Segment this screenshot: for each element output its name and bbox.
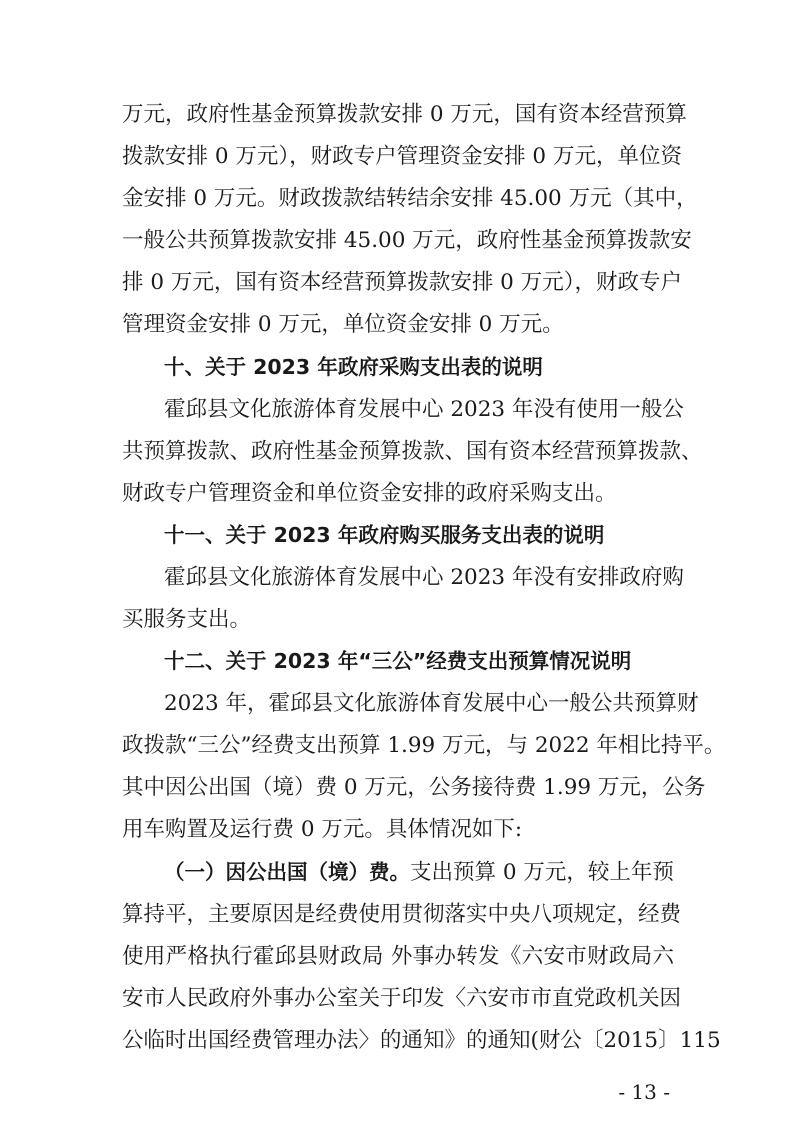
section-heading-11: 十一、关于 2023 年政府购买服务支出表的说明 [164,523,605,547]
body-text-line: 排 0 万元，国有资本经营预算拨款安排 0 万元），财政专户 [122,270,682,295]
section-heading-12: 十二、关于 2023 年“三公”经费支出预算情况说明 [164,649,632,673]
body-text-line: 用车购置及运行费 0 万元。具体情况如下: [122,817,523,842]
subsection-heading-1: （一）因公出国（境）费。 [164,860,410,884]
body-text-line: 使用严格执行霍邱县财政局 外事办转发《六安市财政局六 [122,944,674,969]
body-text-line: 算持平，主要原因是经费使用贯彻落实中央八项规定，经费 [122,902,682,927]
body-text-inline: 支出预算 0 万元，较上年预 [410,860,674,885]
page-number: - 13 - [618,1080,670,1104]
body-text-line: 霍邱县文化旅游体育发展中心 2023 年没有使用一般公 [164,397,684,422]
body-text-line: 万元，政府性基金预算拨款安排 0 万元，国有资本经营预算 [122,102,687,127]
section-heading-10: 十、关于 2023 年政府采购支出表的说明 [164,355,543,379]
body-text-line: 金安排 0 万元。财政拨款结转结余安排 45.00 万元（其中， [122,186,698,211]
body-text-line: 其中因公出国（境）费 0 万元，公务接待费 1.99 万元，公务 [122,775,706,800]
body-text-line: 买服务支出。 [122,607,252,632]
body-text-line: 共预算拨款、政府性基金预算拨款、国有资本经营预算拨款、 [122,439,703,464]
body-text-line: 管理资金安排 0 万元，单位资金安排 0 万元。 [122,312,564,337]
body-text-line: 公临时出国经费管理办法〉的通知》的通知(财公〔2015〕115 [122,1028,721,1053]
body-text-line: 财政专户管理资金和单位资金安排的政府采购支出。 [122,481,617,506]
body-text-line: 政拨款“三公”经费支出预算 1.99 万元，与 2022 年相比持平。 [122,733,726,758]
body-text-line: 拨款安排 0 万元），财政专户管理资金安排 0 万元，单位资 [122,144,682,169]
body-text-line: 2023 年，霍邱县文化旅游体育发展中心一般公共预算财 [164,691,699,716]
body-text-line: 一般公共预算拨款安排 45.00 万元，政府性基金预算拨款安 [122,228,692,253]
body-text-line: 安市人民政府外事办公室关于印发〈六安市市直党政机关因 [122,986,682,1011]
subsection-line [164,862,674,884]
body-text-line: 霍邱县文化旅游体育发展中心 2023 年没有安排政府购 [164,565,684,590]
